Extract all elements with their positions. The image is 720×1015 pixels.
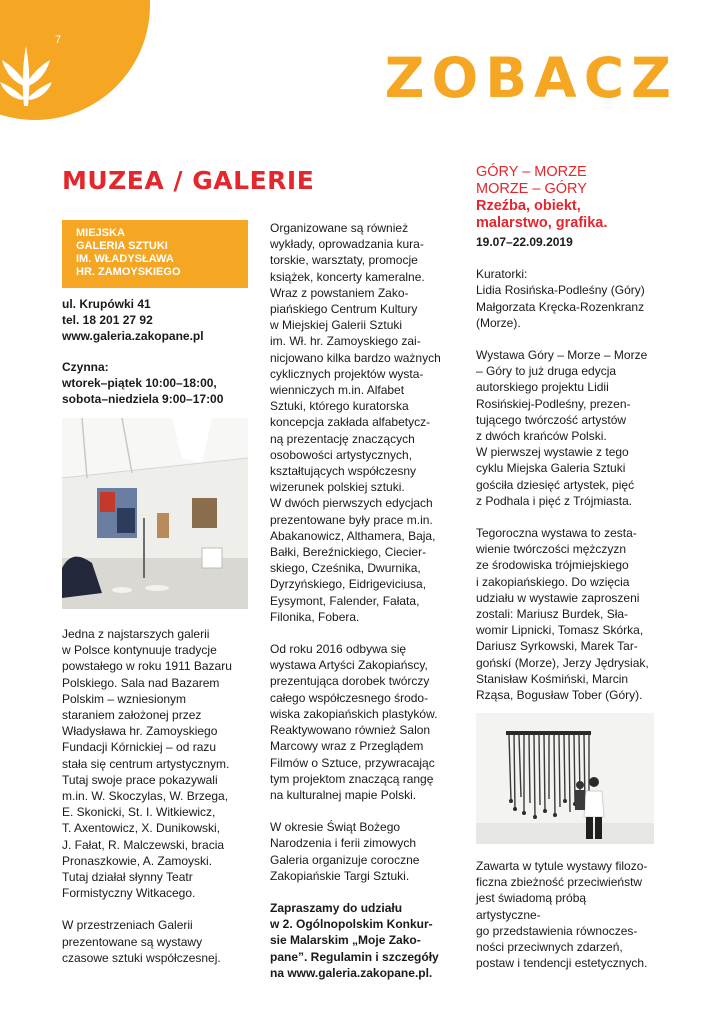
- paragraph: Organizowane są również wykłady, oprowadzania kura- torskie, warsztaty, promocje książek, koncerty kameralne. Wraz z powstaniem Zako- piańskiego Centrum Kultury w Miejskiej Galerii Sztuki im. Wł. hr. Zamoyskiego zai- nicjowano kilka bardzo ważnych cyklicznych projektów wysta- wienniczych m.in. Alfabet Sztuki, którego kuratorska koncepcja zakłada alfabetycz- ną prezentację znaczących osobowości artystycznych, kształtujących współczesny wizerunek polskiej sztuki. W dwóch pierwszych edycjach prezentowane były prace m.in. Abakanowicz, Althamera, Baja, Bałki, Bereźnickiego, Ciecier- skiego, Cześnika, Dwurnika, Dyrzyńskiego, Eidrigeviciusa, Eysymont, Falender, Fałata, Filonika, Fobera.: [270, 221, 441, 624]
- artwork-photo: [476, 713, 654, 844]
- paragraph: Jedna z najstarszych galerii w Polsce kontynuuje tradycje powstałego w roku 1911 Bazaru Polskiego. Sala nad Bazarem Polskim – wzniesionym staraniem założonej przez Władysława hr. Zamoyskiego Fundacji Kórnickiej – od razu stała się centrum artystycznym. Tutaj swoje prace pokazywali m.in. W. Skoczylas, W. Brzega, E. Skonicki, St. I. Witkiewicz, T. Axentowicz, X. Dunikowski, J. Fałat, R. Malczewski, bracia Pronaszkowie, A. Zamoyski. Tutaj działał słynny Teatr Formistyczny Witkacego.: [62, 627, 232, 901]
- exhibition-title: GÓRY – MORZE MORZE – GÓRY Rzeźba, obiekt, malarstwo, grafika.: [476, 164, 608, 231]
- museum-name-line: MIEJSKA: [76, 227, 125, 239]
- museum-website: www.galeria.zakopane.pl: [62, 329, 204, 344]
- category-title: MUZEA / GALERIE: [62, 166, 315, 195]
- paragraph: Tegoroczna wystawa to zesta- wienie twórczości mężczyzn ze środowiska trójmiejskiego i zakopiańskiego. Do wzięcia udziału w wystawie zaproszeni zostali: Mariusz Burdek, Sła- womir Lipnicki, Tomasz Skórka, Dariusz Syrkowski, Marek Tar- gońskí (Morze), Jerzy Jędrysiak, Stanisław Kośmiński, Marcin Rząsa, Bogusław Tober (Góry).: [476, 526, 649, 703]
- paragraph: Od roku 2016 odbywa się wystawa Artyści Zakopiańscy, prezentująca dorobek twórczy całego współczesnego środo- wiska zakopiańskich plastyków. Reaktywowano również Salon Marcowy wraz z Przeglądem Filmów o Sztuce, przywracając tym projektom znaczącą rangę na kulturalnej mapie Polski.: [270, 642, 438, 802]
- museum-address: ul. Krupówki 41: [62, 297, 151, 311]
- museum-phone: tel. 18 201 27 92: [62, 313, 153, 328]
- museum-contact: [62, 296, 248, 345]
- paragraph: Zawarta w tytule wystawy filozo- ficzna zbieżność przeciwieństw jest świadomą próbą artystyczne- go przedstawienia równoczes- ności przeciwnych zdarzeń, postaw i tendencji estetycznych.: [476, 859, 648, 971]
- exhibition-closing-text: [476, 858, 654, 987]
- exhibition-block: [476, 164, 654, 719]
- museum-name-line: HR. ZAMOYSKIEGO: [76, 266, 181, 278]
- history-text: [62, 626, 248, 982]
- hours-label: Czynna:: [62, 360, 109, 374]
- museum-name-line: GALERIA SZTUKI: [76, 240, 168, 252]
- museum-hours: [62, 359, 248, 408]
- exhibition-dates: 19.07–22.09.2019: [476, 235, 573, 249]
- museum-name-line: IM. WŁADYSŁAWA: [76, 253, 174, 265]
- paragraph: W okresie Świąt Bożego Narodzenia i ferii zimowych Galeria organizuje coroczne Zakopiańskie Targi Sztuki.: [270, 820, 420, 883]
- page-number: 7: [55, 34, 62, 46]
- wheat-logo-icon: [0, 38, 62, 108]
- hours-weekday: wtorek–piątek 10:00–18:00,: [62, 376, 217, 391]
- section-header: ZOBACZ: [384, 46, 678, 110]
- paragraph: Wystawa Góry – Morze – Morze – Góry to już druga edycja autorskiego projektu Lidii Rosińskiej-Podleśny, prezen- tującego twórczość artystów z dwóch krańców Polski. W pierwszej wystawie z tego cyklu Miejska Galeria Sztuki gościła dziesięć artystek, pięć z Podhala i pięć z Trójmiasta.: [476, 348, 648, 508]
- hours-weekend: sobota–niedziela 9:00–17:00: [62, 392, 224, 407]
- paragraph: W przestrzeniach Galerii prezentowane są wystawy czasowe sztuki współczesnej.: [62, 918, 221, 965]
- competition-invite: Zapraszamy do udziału w 2. Ogólnopolskim Konkur- sie Malarskim „Moje Zako- pane”. Regulamin i szczegóły na www.galeria.zakopane.pl.: [270, 900, 439, 980]
- museum-name-box: [62, 220, 248, 288]
- curators: Kuratorki: Lidia Rosińska-Podleśny (Góry) Małgorzata Kręcka-Rozenkranz (Morze).: [476, 267, 645, 330]
- gallery-interior-photo: [62, 418, 248, 609]
- programs-text: [270, 220, 456, 997]
